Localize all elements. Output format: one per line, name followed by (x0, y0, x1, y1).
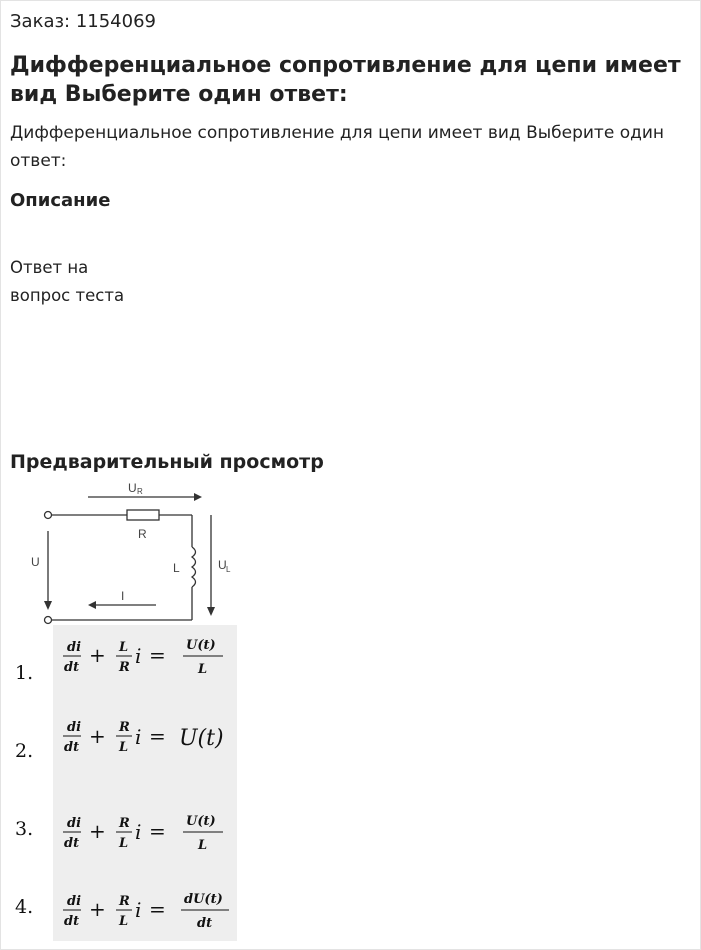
svg-text:L: L (119, 914, 129, 929)
svg-text:=: = (149, 724, 166, 748)
svg-text:dt: dt (64, 914, 80, 929)
label-ur: U (128, 481, 137, 495)
svg-text:+: + (89, 724, 106, 748)
svg-text:dt: dt (64, 740, 80, 755)
svg-text:i: i (135, 898, 142, 922)
svg-text:L: L (119, 740, 129, 755)
option-1-formula (53, 629, 237, 685)
page-title: Дифференциальное сопротивление для цепи имеет вид Выберите один ответ: (10, 53, 681, 107)
description-line-1: Ответ на (10, 258, 89, 277)
option-2-formula (53, 711, 237, 767)
svg-text:R: R (119, 894, 130, 909)
description-line-2: вопрос теста (10, 286, 125, 305)
svg-text:=: = (149, 897, 166, 921)
svg-text:dt: dt (64, 660, 80, 675)
svg-text:=: = (149, 643, 166, 667)
option-4-formula (53, 883, 237, 939)
terminal-top (45, 512, 52, 519)
svg-text:+: + (89, 819, 106, 843)
preview-heading: Предварительный просмотр (10, 451, 324, 473)
svg-text:i: i (135, 820, 142, 844)
i-arrow-head (88, 601, 96, 609)
svg-text:dt: dt (64, 836, 80, 851)
order-number: Заказ: 1154069 (10, 11, 156, 32)
option-3-formula (53, 805, 237, 861)
u-arrow-head (44, 601, 52, 610)
svg-text:U(t): U(t) (186, 638, 216, 653)
svg-text:+: + (89, 643, 106, 667)
svg-text:di: di (67, 816, 82, 831)
label-i: I (121, 589, 125, 603)
svg-text:U(t): U(t) (186, 814, 216, 829)
svg-text:L: L (198, 838, 208, 853)
svg-text:di: di (67, 640, 82, 655)
svg-text:dU(t): dU(t) (184, 892, 223, 907)
svg-text:L: L (198, 662, 208, 677)
description-heading: Описание (10, 190, 111, 211)
svg-text:dt: dt (197, 916, 213, 931)
option-3-number: 3. (15, 818, 34, 840)
description-body (10, 254, 124, 310)
ul-arrow-head (207, 607, 215, 616)
label-ul: U (218, 558, 227, 572)
label-ur-sub: R (137, 487, 143, 496)
svg-text:R: R (119, 660, 130, 675)
svg-text:i: i (135, 644, 142, 668)
svg-text:R: R (119, 720, 130, 735)
terminal-bottom (45, 617, 52, 624)
svg-text:U(t): U(t) (179, 726, 224, 751)
inductor-l (192, 547, 196, 587)
label-l: L (173, 561, 180, 575)
ur-arrow-head (194, 493, 202, 501)
svg-text:=: = (149, 819, 166, 843)
svg-text:di: di (67, 720, 82, 735)
svg-text:di: di (67, 894, 82, 909)
option-4-number: 4. (15, 896, 34, 918)
question-text: Дифференциальное сопротивление для цепи имеет вид Выберите один ответ: (10, 123, 665, 171)
svg-text:R: R (119, 816, 130, 831)
option-1-number: 1. (15, 662, 34, 684)
label-u: U (31, 555, 40, 569)
label-ul-sub: L (226, 565, 231, 574)
resistor-r (127, 510, 159, 520)
formula-image-panel (53, 625, 237, 941)
option-2-number: 2. (15, 740, 34, 762)
label-r: R (138, 527, 147, 541)
svg-text:L: L (119, 836, 129, 851)
svg-text:+: + (89, 897, 106, 921)
circuit-diagram (16, 479, 246, 625)
svg-text:i: i (135, 725, 142, 749)
svg-text:L: L (119, 640, 129, 655)
